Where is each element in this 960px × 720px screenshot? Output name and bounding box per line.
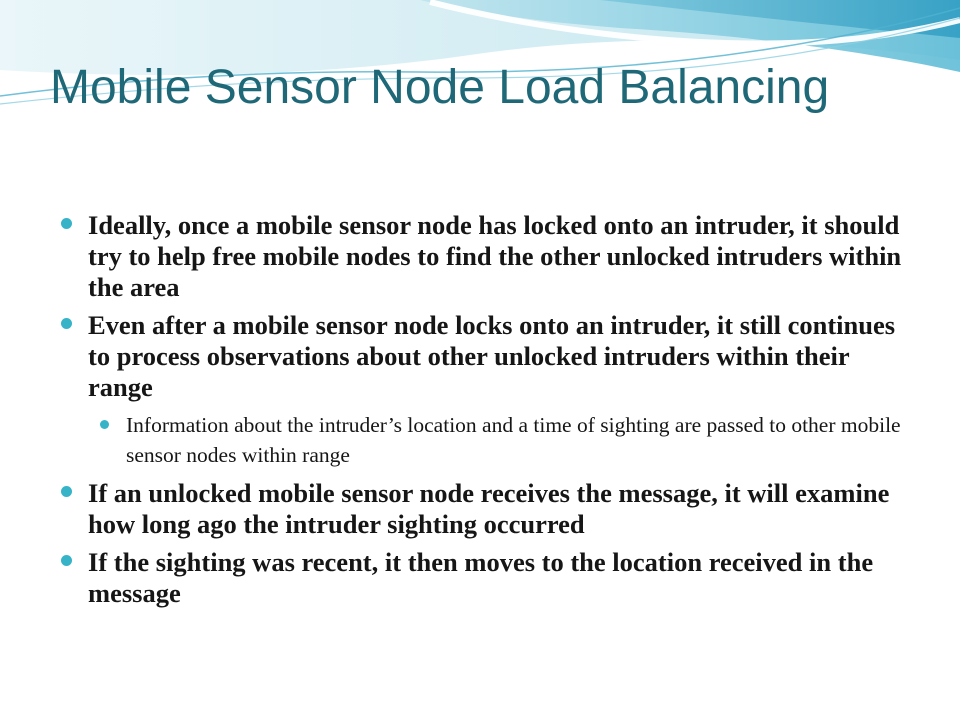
sub-bullet-text: Information about the intruder’s location and a time of sighting are passed to other mobile sensor nodes within range	[126, 413, 901, 467]
bullet-text: Ideally, once a mobile sensor node has locked onto an intruder, it should try to help free mobile nodes to find the other unlocked intruders within the area	[88, 210, 902, 302]
bullet-dot-icon	[61, 555, 72, 566]
slide-body	[60, 210, 910, 616]
sub-bullet-item	[98, 410, 910, 470]
bullet-dot-icon	[61, 318, 72, 329]
bullet-item	[60, 478, 910, 540]
bullet-text: If an unlocked mobile sensor node receives the message, it will examine how long ago the intruder sighting occurred	[88, 478, 890, 539]
bullet-item	[60, 310, 910, 403]
slide-title: Mobile Sensor Node Load Balancing	[50, 61, 830, 114]
bullet-dot-icon	[61, 486, 72, 497]
bullet-item	[60, 210, 910, 303]
bullet-text: Even after a mobile sensor node locks onto an intruder, it still continues to process observations about other unlocked intruders within their range	[88, 310, 896, 402]
bullet-item	[60, 547, 910, 609]
bullet-text: If the sighting was recent, it then moves to the location received in the message	[88, 547, 874, 608]
sub-bullet-dot-icon	[100, 420, 109, 429]
bullet-dot-icon	[61, 218, 72, 229]
